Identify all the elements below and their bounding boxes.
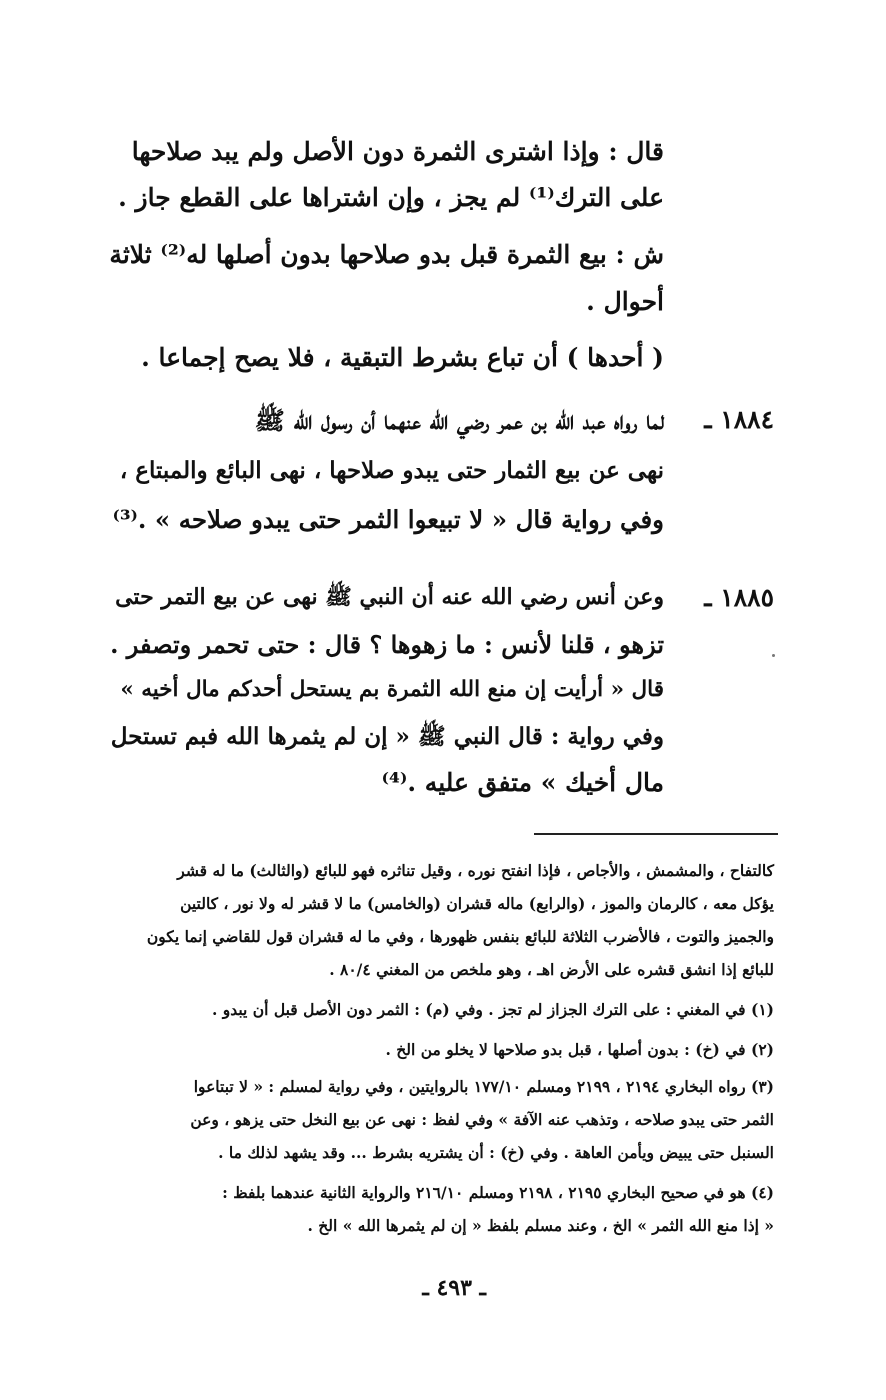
hadith-number-1884: ١٨٨٤ ـ	[704, 405, 774, 434]
footnote-line-4: للبائع إذا انشق قشره على الأرض اهـ ، وهو ملخص من المغني ٨٠/٤ .	[329, 960, 774, 979]
main-line-9: وعن أنس رضي الله عنه أن النبي ﷺ نهى عن بيع التمر حتى	[115, 584, 664, 610]
main-line-3: ش : بيع الثمرة قبل بدو صلاحها بدون أصلها له⁽²⁾ ثلاثة	[109, 240, 664, 269]
main-line-6: لما رواه عبد الله بن عمر رضي الله عنهما أن رسول الله ﷺ	[254, 406, 664, 435]
print-speck	[772, 654, 775, 657]
footnote-2: (٢) في (خ) : بدون أصلها ، قبل بدو صلاحها لا يخلو من الخ .	[385, 1040, 774, 1059]
footnote-line-1: كالتفاح ، والمشمش ، والأجاص ، فإذا انفتح نوره ، وقيل تناثره فهو للبائع (والثالث) ما له قشر	[177, 861, 774, 880]
footnote-line-2: يؤكل معه ، كالرمان والموز ، (والرابع) ماله قشران (والخامس) ما لا قشر له ولا نور ، كالتين	[180, 894, 774, 913]
footnote-3-cont-2: السنبل حتى يبيض ويأمن العاهة . وفي (خ) : أن يشتريه بشرط ... وقد يشهد لذلك ما .	[218, 1143, 774, 1162]
main-line-5: ( أحدها ) أن تباع بشرط التبقية ، فلا يصح إجماعا .	[141, 343, 664, 372]
footnote-line-3: والجميز والتوت ، فالأضرب الثلاثة للبائع بنفس ظهورها ، وفي ما له قشران قول للقاضي إنما يكون	[146, 927, 774, 946]
main-line-2: على الترك⁽¹⁾ لم يجز ، وإن اشتراها على القطع جاز .	[118, 183, 664, 212]
footnote-separator	[534, 833, 778, 835]
page-number: ـ ٤٩٣ ـ	[422, 1275, 486, 1301]
main-line-10: تزهو ، قلنا لأنس : ما زهوها ؟ قال : حتى تحمر وتصفر .	[110, 630, 664, 659]
footnote-3-cont-1: الثمر حتى يبدو صلاحه ، وتذهب عنه الآفة » وفي لفظ : نهى عن بيع النخل حتى يزهو ، وعن	[190, 1110, 774, 1129]
main-line-7: نهى عن بيع الثمار حتى يبدو صلاحها ، نهى البائع والمبتاع ،	[119, 457, 664, 484]
footnote-1: (١) في المغني : على الترك الجزاز لم تجز . وفي (م) : الثمر دون الأصل قبل أن يبدو .	[211, 1000, 774, 1019]
main-line-12: وفي رواية : قال النبي ﷺ « إن لم يثمرها الله فبم تستحل	[110, 723, 664, 750]
main-line-1: قال : وإذا اشترى الثمرة دون الأصل ولم يبد صلاحها	[131, 137, 664, 166]
hadith-number-1885: ١٨٨٥ ـ	[704, 583, 774, 612]
main-line-4: أحوال .	[586, 287, 664, 316]
footnote-4-cont: « إذا منع الله الثمر » الخ ، وعند مسلم بلفظ « إن لم يثمرها الله » الخ .	[307, 1216, 774, 1235]
footnote-3: (٣) رواه البخاري ٢١٩٤ ، ٢١٩٩ ومسلم ١٧٧/١٠ بالروايتين ، وفي رواية لمسلم : « لا تبتاعوا	[193, 1077, 774, 1096]
footnote-4: (٤) هو في صحيح البخاري ٢١٩٥ ، ٢١٩٨ ومسلم ٢١٦/١٠ والرواية الثانية عندهما بلفظ :	[222, 1183, 774, 1202]
main-line-13: مال أخيك » متفق عليه .⁽⁴⁾	[381, 768, 664, 797]
main-line-8: وفي رواية قال « لا تبيعوا الثمر حتى يبدو صلاحه » .⁽³⁾	[112, 505, 664, 534]
main-line-11: قال « أرأيت إن منع الله الثمرة بم يستحل أحدكم مال أخيه »	[120, 677, 664, 702]
